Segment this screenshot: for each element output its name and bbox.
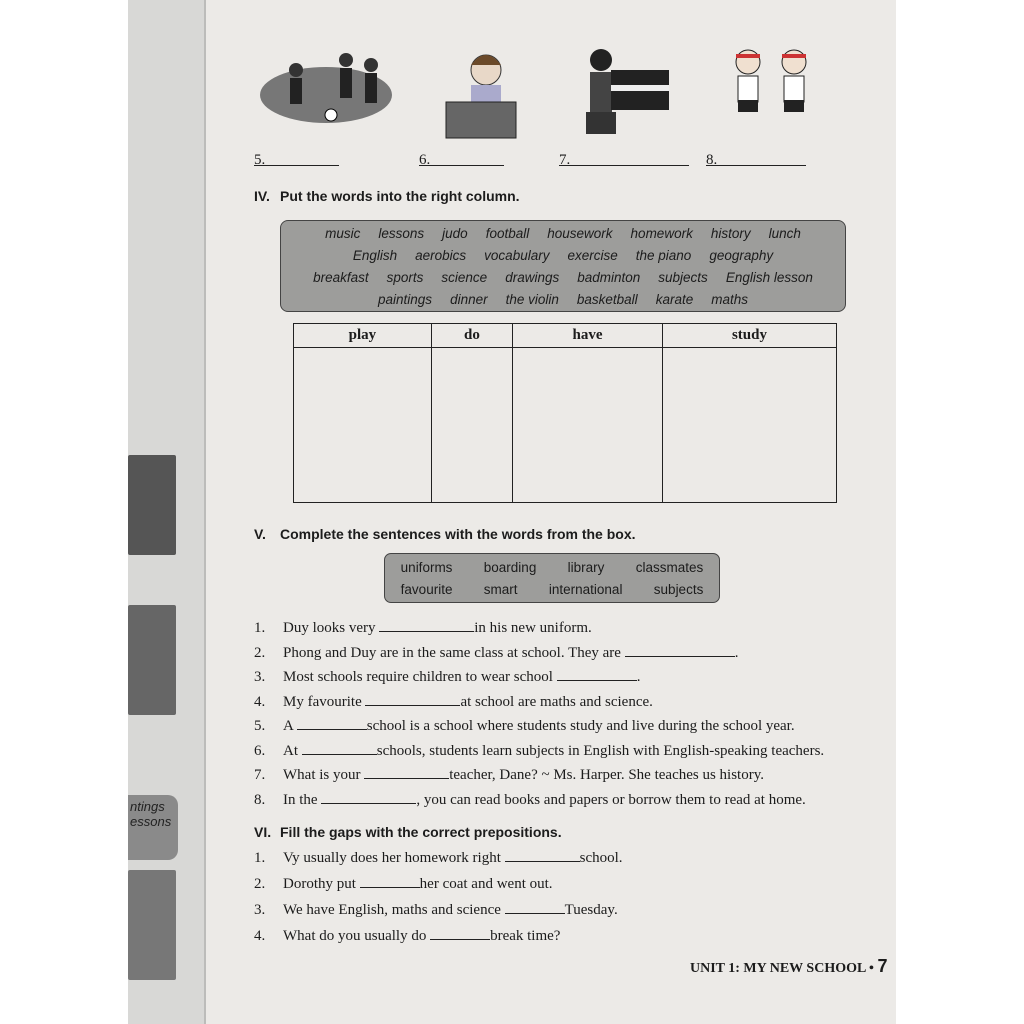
sentence-number: 8. <box>254 791 266 808</box>
section-heading <box>254 526 636 542</box>
word-option: classmates <box>635 560 704 575</box>
word-option: sports <box>386 270 424 285</box>
background <box>0 0 128 1024</box>
answer-blank[interactable] <box>321 790 416 804</box>
sentence-text: What is your <box>283 767 361 783</box>
sentence-text: teacher, Dane? ~ Ms. Harper. She teaches us history. <box>449 767 764 783</box>
sentence-number: 2. <box>254 644 266 661</box>
sentence-text: Phong and Duy are in the same class at school. They are <box>283 644 621 661</box>
section-number: IV. <box>254 188 270 204</box>
sentence-text: break time? <box>490 928 561 944</box>
football-players-icon <box>256 40 396 140</box>
section-number: VI. <box>254 824 272 840</box>
column-header: study <box>662 324 836 348</box>
word-option: international <box>548 582 623 597</box>
word-option: maths <box>711 292 748 307</box>
sentence-text: My favourite <box>283 693 362 710</box>
boys-karate-icon <box>726 40 816 140</box>
left-page-edge <box>128 0 206 1024</box>
sentence-text: We have English, maths and science <box>283 902 501 918</box>
word-row <box>385 579 719 601</box>
sentence-text: school. <box>579 850 623 866</box>
book-cover-thumbnail <box>128 455 176 555</box>
sentence-text: A <box>283 718 294 734</box>
sentence <box>254 848 623 867</box>
sentence <box>254 618 592 637</box>
sentence-number: 7. <box>254 767 266 783</box>
word-row <box>281 267 845 289</box>
word-option: breakfast <box>313 270 369 285</box>
sentence-number: 4. <box>254 693 266 710</box>
sentence <box>254 741 824 760</box>
left-page-label <box>128 795 178 860</box>
word-option: karate <box>655 292 694 307</box>
word-option: uniforms <box>400 560 453 575</box>
word-option: homework <box>630 226 693 241</box>
background <box>896 0 1024 1024</box>
answer-blank[interactable] <box>419 152 504 166</box>
word-option: favourite <box>400 582 453 597</box>
section-heading <box>254 824 562 840</box>
sentence <box>254 667 640 686</box>
sentence-number: 3. <box>254 669 266 685</box>
sentence-text: What do you usually do <box>283 928 427 944</box>
word-option: science <box>441 270 488 285</box>
sentence-text: Dorothy put <box>283 876 356 892</box>
answer-blank[interactable] <box>365 692 460 706</box>
column-header: do <box>431 324 512 348</box>
sentence-text: . <box>636 669 641 685</box>
sentence <box>254 790 806 809</box>
sentence-text: her coat and went out. <box>419 876 553 892</box>
left-label-text: essons <box>130 814 172 829</box>
sentence-text: school is a school where students study and live during the school year. <box>366 718 795 734</box>
answer-blank[interactable] <box>297 716 367 730</box>
sentence-text: In the <box>283 791 318 808</box>
answer-blank[interactable] <box>254 152 339 166</box>
word-option: football <box>485 226 530 241</box>
category-table <box>293 323 837 503</box>
word-option: boarding <box>483 560 537 575</box>
sentence-number: 3. <box>254 902 266 918</box>
word-option: the violin <box>505 292 559 307</box>
section-title: Complete the sentences with the words from the box. <box>280 526 636 542</box>
section-heading <box>254 188 520 204</box>
word-option: badminton <box>577 270 641 285</box>
sentence-text: schools, students learn subjects in English with English-speaking teachers. <box>376 742 825 759</box>
answer-number: 5. <box>254 152 266 168</box>
word-box <box>384 553 720 603</box>
word-option: basketball <box>576 292 638 307</box>
word-option: housework <box>547 226 613 241</box>
word-row <box>281 245 845 267</box>
picture-row <box>256 40 816 145</box>
answer-cell[interactable] <box>431 348 512 503</box>
girl-playing-piano-icon <box>576 40 671 140</box>
word-row <box>385 557 719 579</box>
word-option: geography <box>709 248 774 263</box>
workbook-page <box>206 0 896 1024</box>
answer-number: 6. <box>419 152 431 168</box>
word-box <box>280 220 846 312</box>
answer-blank[interactable] <box>379 618 474 632</box>
answer-blank[interactable] <box>706 152 806 166</box>
sentence-number: 1. <box>254 850 266 866</box>
word-option: English lesson <box>725 270 813 285</box>
word-option: dinner <box>450 292 488 307</box>
sentence-text: Tuesday. <box>564 902 618 918</box>
word-row <box>281 223 845 245</box>
sentence-text: , you can read books and papers or borrow them to read at home. <box>416 791 806 808</box>
boy-at-desk-icon <box>441 40 521 140</box>
answer-blank[interactable] <box>505 848 580 862</box>
book-cover-thumbnail <box>128 605 176 715</box>
section-title: Put the words into the right column. <box>280 188 520 204</box>
sentence-text: at school are maths and science. <box>460 693 653 710</box>
word-option: lessons <box>378 226 425 241</box>
word-option: English <box>352 248 398 263</box>
word-option: exercise <box>567 248 618 263</box>
answer-cell[interactable] <box>294 348 432 503</box>
answer-blank[interactable] <box>505 900 565 914</box>
sentence-number: 4. <box>254 928 266 944</box>
sentence-number: 6. <box>254 742 266 759</box>
sentence-text: Duy looks very <box>283 620 376 636</box>
sentence-number: 2. <box>254 876 266 892</box>
answer-blank[interactable] <box>430 926 490 940</box>
word-option: lunch <box>768 226 801 241</box>
word-option: music <box>325 226 361 241</box>
answer-blank[interactable] <box>625 643 735 657</box>
unit-title: UNIT 1: MY NEW SCHOOL • <box>690 961 874 976</box>
answer-number: 7. <box>559 152 571 168</box>
word-option: paintings <box>378 292 433 307</box>
answer-blank[interactable] <box>302 741 377 755</box>
column-header: have <box>513 324 663 348</box>
word-option: history <box>710 226 751 241</box>
sentence-number: 1. <box>254 620 266 636</box>
section-number: V. <box>254 526 266 542</box>
word-option: smart <box>483 582 518 597</box>
answer-cell[interactable] <box>513 348 663 503</box>
sentence-text: Vy usually does her homework right <box>283 850 501 866</box>
sentence <box>254 874 553 893</box>
word-option: subjects <box>653 582 704 597</box>
answer-blank[interactable] <box>557 667 637 681</box>
sentence <box>254 900 618 919</box>
sentence-number: 5. <box>254 718 266 734</box>
answer-blank[interactable] <box>559 152 689 166</box>
answer-blank[interactable] <box>360 874 420 888</box>
sentence-text: Most schools require children to wear school <box>283 669 553 685</box>
left-label-text: ntings <box>130 799 165 814</box>
page-number: 7 <box>877 956 888 976</box>
section-title: Fill the gaps with the correct prepositions. <box>280 824 562 840</box>
answer-blank[interactable] <box>364 765 449 779</box>
sentence <box>254 716 795 735</box>
sentence-text: . <box>734 644 739 661</box>
sentence-text: At <box>283 742 298 759</box>
sentence <box>254 765 764 784</box>
word-option: aerobics <box>415 248 467 263</box>
sentence <box>254 643 738 662</box>
illustration <box>128 870 176 980</box>
word-option: judo <box>442 226 468 241</box>
sentence <box>254 692 653 711</box>
word-option: library <box>567 560 605 575</box>
column-header: play <box>294 324 432 348</box>
answer-cell[interactable] <box>662 348 836 503</box>
word-option: vocabulary <box>484 248 550 263</box>
word-row <box>281 289 845 311</box>
sentence <box>254 926 560 945</box>
page-footer <box>690 956 887 977</box>
sentence-text: in his new uniform. <box>474 620 592 636</box>
word-option: drawings <box>505 270 560 285</box>
answer-number: 8. <box>706 152 718 168</box>
word-option: the piano <box>635 248 692 263</box>
word-option: subjects <box>658 270 708 285</box>
